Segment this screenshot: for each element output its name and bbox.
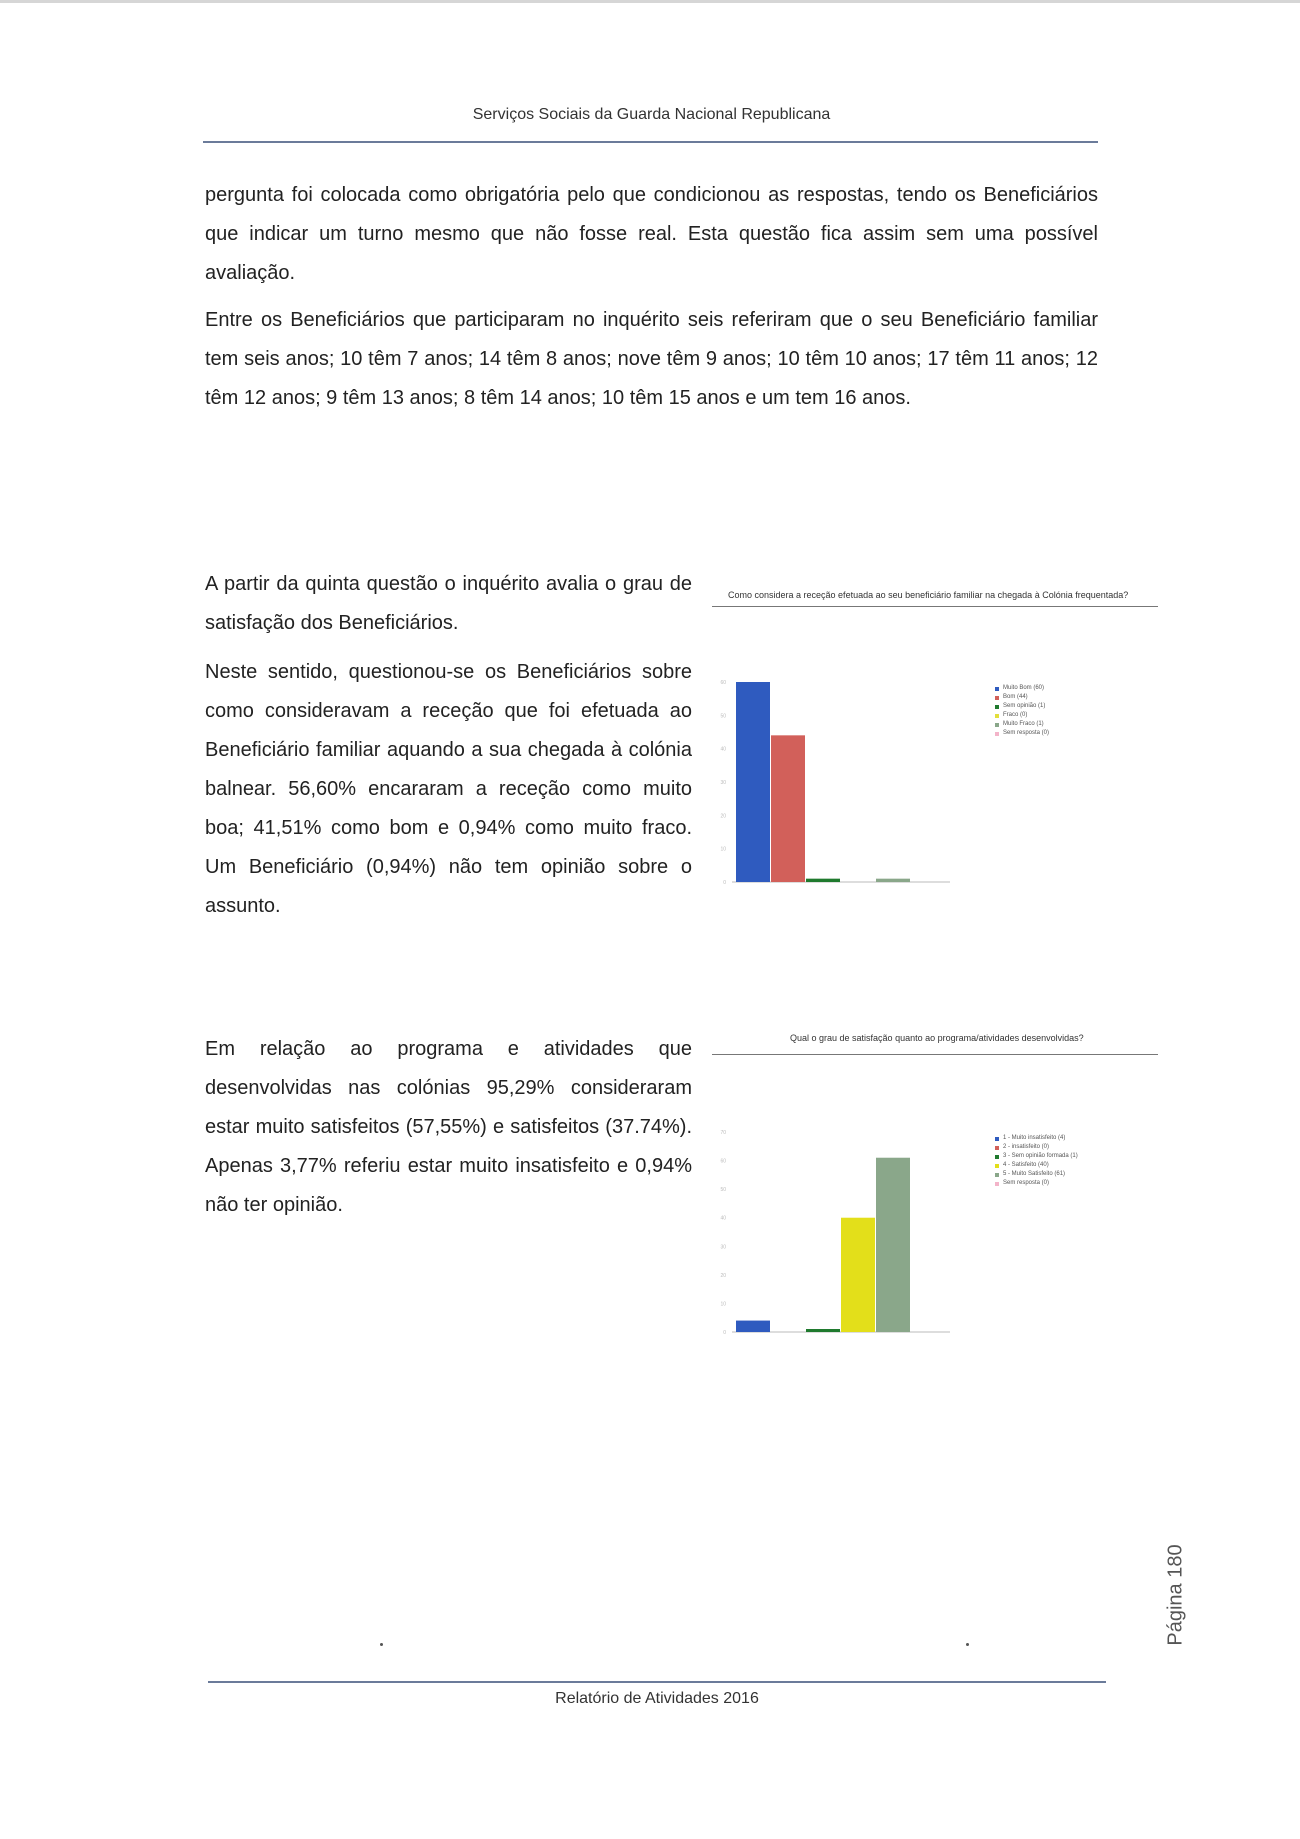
paragraph-4: Neste sentido, questionou-se os Beneficiários sobre como consideravam a receção que foi efetuada ao Beneficiário familiar aquando a sua chegada à colónia balnear. 56,60% encararam a receção como muito boa; 41,51% como bom e 0,94% como muito fraco. Um Beneficiário (0,94%) não tem opinião sobre o assunto. — [205, 661, 692, 917]
chart-2-legend-swatch — [995, 1173, 999, 1177]
chart-1-legend-label: Sem opinião (1) — [1003, 703, 1046, 709]
scan-speck — [380, 1643, 383, 1646]
chart-1-legend-item — [995, 720, 1049, 729]
chart-1-legend-item — [995, 693, 1049, 702]
chart-1-y-tick-label: 60 — [720, 680, 726, 686]
chart-2-legend-item — [995, 1170, 1078, 1179]
chart-2-y-tick-label: 70 — [720, 1130, 726, 1136]
chart-2-legend-label: 1 - Muito insatisfeito (4) — [1003, 1135, 1066, 1141]
chart-2-y-tick-label: 0 — [723, 1330, 726, 1336]
chart-2-legend-swatch — [995, 1146, 999, 1150]
chart-1-y-tick-label: 10 — [720, 846, 726, 853]
chart-2-legend-item — [995, 1143, 1078, 1152]
chart-2 — [712, 1122, 1012, 1344]
chart-1-bar — [736, 682, 770, 882]
header-rule — [203, 141, 1098, 143]
chart-2-legend — [995, 1134, 1078, 1188]
chart-1-legend-swatch — [995, 723, 999, 727]
chart-2-y-tick-label: 20 — [720, 1272, 726, 1279]
chart-1-legend-label: Sem resposta (0) — [1003, 730, 1050, 736]
chart-2-legend-label: 4 - Satisfeito (40) — [1003, 1162, 1049, 1168]
chart-1-title-rule — [712, 606, 1158, 607]
chart-2-legend-label: 5 - Muito Satisfeito (61) — [1003, 1171, 1066, 1177]
chart-2-bar — [841, 1218, 875, 1332]
chart-1-legend-item — [995, 702, 1049, 711]
chart-2-legend-swatch — [995, 1155, 999, 1159]
chart-1-legend-item — [995, 684, 1049, 693]
chart-2-legend-label: Sem resposta (0) — [1003, 1180, 1050, 1186]
paragraph-1: pergunta foi colocada como obrigatória pelo que condicionou as respostas, tendo os Beneficiários que indicar um turno mesmo que não fosse real. Esta questão fica assim sem uma possível avaliação. — [205, 184, 1098, 284]
paragraph-3: A partir da quinta questão o inquérito avalia o grau de satisfação dos Beneficiários. — [205, 573, 692, 634]
chart-1-bar — [771, 735, 805, 882]
page-number: Página 180 — [1164, 1544, 1187, 1646]
chart-1-y-tick-label: 30 — [720, 780, 726, 786]
chart-2-legend-swatch — [995, 1182, 999, 1186]
chart-1-legend — [995, 684, 1049, 738]
chart-2-title: Qual o grau de satisfação quanto ao programa/atividades desenvolvidas? — [790, 1033, 1084, 1043]
chart-1 — [712, 672, 1012, 894]
chart-2-y-tick-label: 30 — [720, 1244, 726, 1251]
chart-1-bar — [876, 879, 910, 882]
chart-2-y-tick-label: 40 — [720, 1215, 726, 1222]
chart-1-legend-swatch — [995, 696, 999, 700]
footer-rule — [208, 1681, 1106, 1683]
chart-1-legend-item — [995, 729, 1049, 738]
chart-1-legend-item — [995, 711, 1049, 720]
chart-1-legend-label: Fraco (0) — [1003, 712, 1028, 718]
chart-2-bar — [736, 1321, 770, 1332]
chart-1-legend-label: Muito Fraco (1) — [1003, 721, 1044, 727]
paragraph-5: Em relação ao programa e atividades que desenvolvidas nas colónias 95,29% consideraram estar muito satisfeitos (57,55%) e satisfeitos (37.74%). Apenas 3,77% referiu estar muito insatisfeito e 0,94% não ter opinião. — [205, 1038, 692, 1216]
chart-1-legend-label: Muito Bom (60) — [1003, 685, 1045, 691]
chart-1-legend-swatch — [995, 687, 999, 691]
chart-2-legend-swatch — [995, 1137, 999, 1141]
chart-1-legend-swatch — [995, 732, 999, 736]
chart-2-y-tick-label: 10 — [720, 1301, 726, 1308]
chart-2-legend-item — [995, 1179, 1078, 1188]
chart-2-bar — [876, 1158, 910, 1332]
scan-speck — [966, 1643, 969, 1646]
chart-2-legend-swatch — [995, 1164, 999, 1168]
chart-1-y-tick-label: 50 — [720, 713, 726, 720]
paragraph-2: Entre os Beneficiários que participaram no inquérito seis referiram que o seu Beneficiário familiar tem seis anos; 10 têm 7 anos; 14 têm 8 anos; nove têm 9 anos; 10 têm 10 anos; 17 têm 11 anos; 12 têm 12 anos; 9 têm 13 anos; 8 têm 14 anos; 10 têm 15 anos e um tem 16 anos. — [205, 309, 1098, 409]
chart-1-y-tick-label: 20 — [720, 813, 726, 820]
chart-1-bar — [806, 879, 840, 882]
chart-2-legend-label: 3 - Sem opinião formada (1) — [1003, 1153, 1078, 1159]
page-header: Serviços Sociais da Guarda Nacional Republicana — [472, 106, 831, 123]
chart-2-legend-item — [995, 1134, 1078, 1143]
chart-2-legend-item — [995, 1161, 1078, 1170]
chart-2-legend-item — [995, 1152, 1078, 1161]
chart-1-title: Como considera a receção efetuada ao seu beneficiário familiar na chegada à Colónia frequentada? — [728, 590, 1129, 600]
page-footer: Relatório de Atividades 2016 — [555, 1690, 759, 1707]
chart-1-y-tick-label: 40 — [720, 746, 726, 753]
chart-2-bar — [806, 1329, 840, 1332]
chart-2-legend-label: 2 - insatisfeito (0) — [1003, 1144, 1050, 1150]
chart-1-legend-label: Bom (44) — [1003, 694, 1028, 700]
chart-2-y-tick-label: 60 — [720, 1158, 726, 1165]
chart-1-legend-swatch — [995, 705, 999, 709]
chart-2-title-rule — [712, 1054, 1158, 1055]
chart-2-y-tick-label: 50 — [720, 1187, 726, 1194]
chart-1-y-tick-label: 0 — [723, 880, 726, 886]
chart-1-legend-swatch — [995, 714, 999, 718]
